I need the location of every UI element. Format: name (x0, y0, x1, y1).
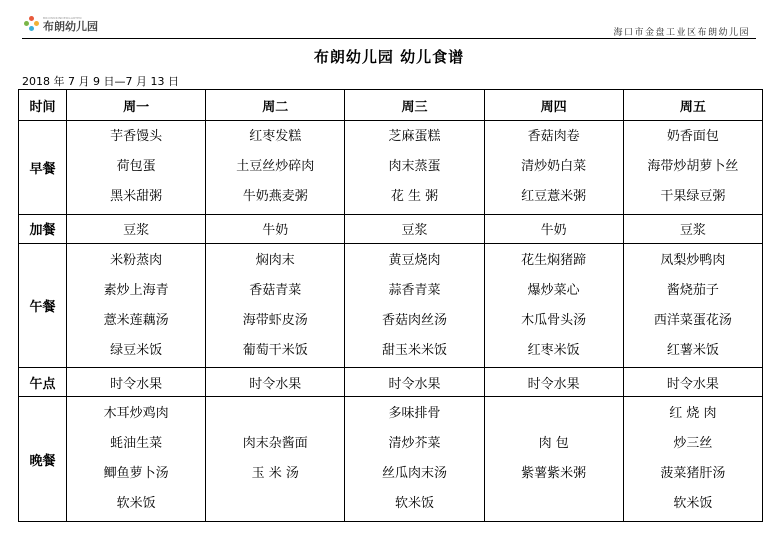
day-header-wed: 周三 (345, 90, 484, 121)
menu-cell: 时令水果 (345, 368, 484, 397)
menu-cell: 豆浆 (623, 214, 762, 243)
dish: 干果绿豆粥 (660, 189, 726, 205)
date-range: 2018 年 7 月 9 日—7 月 13 日 (22, 75, 179, 88)
meal-row-breakfast (19, 121, 763, 215)
dish: 海带虾皮汤 (242, 312, 308, 328)
dish: 芝麻蛋糕 (388, 129, 441, 145)
dish: 软米饭 (394, 496, 434, 512)
dish: 清炒芥菜 (388, 436, 441, 452)
menu-cell (206, 397, 345, 522)
dish: 黑米甜粥 (110, 189, 163, 205)
menu-cell: 牛奶 (484, 214, 623, 243)
logo-subtitle: BROWNKINDERGARTEN (43, 15, 82, 20)
dish: 炒三丝 (673, 436, 713, 452)
meal-label: 晚餐 (19, 397, 67, 522)
dish: 蚝油生菜 (110, 436, 163, 452)
dish: 肉末杂酱面 (242, 436, 308, 452)
dish: 凤梨炒鸭肉 (660, 252, 726, 268)
menu-cell: 牛奶 (206, 214, 345, 243)
menu-cell: 时令水果 (206, 368, 345, 397)
dish: 香菇肉卷 (527, 129, 580, 145)
dish: 土豆丝炒碎肉 (236, 159, 315, 175)
menu-cell (623, 243, 762, 368)
meal-row-snack (19, 214, 763, 243)
day-header-fri: 周五 (623, 90, 762, 121)
day-header-thu: 周四 (484, 90, 623, 121)
dish: 海带炒胡萝卜丝 (647, 159, 739, 175)
kindergarten-logo (24, 14, 98, 34)
dish: 肉末蒸蛋 (388, 159, 441, 175)
menu-cell (484, 397, 623, 522)
dish: 米粉蒸肉 (110, 252, 163, 268)
dish: 红薯米饭 (666, 342, 719, 358)
dish: 红豆薏米粥 (521, 189, 587, 205)
dish: 黄豆烧肉 (388, 252, 441, 268)
dish: 花生焖猪蹄 (521, 252, 587, 268)
menu-cell (67, 121, 206, 215)
dish: 多味排骨 (388, 406, 441, 422)
logo-flower-icon (24, 16, 40, 32)
meal-row-afternoon-snack (19, 368, 763, 397)
dish: 红枣发糕 (249, 129, 302, 145)
dish: 牛奶燕麦粥 (242, 189, 308, 205)
dish: 红枣米饭 (527, 342, 580, 358)
dish: 紫薯紫米粥 (521, 466, 587, 482)
dish: 鲫鱼萝卜汤 (103, 466, 169, 482)
menu-cell: 豆浆 (67, 214, 206, 243)
menu-cell (345, 121, 484, 215)
menu-cell (484, 121, 623, 215)
menu-cell (206, 121, 345, 215)
dish: 素炒上海青 (103, 282, 169, 298)
menu-cell: 时令水果 (623, 368, 762, 397)
dish: 蒜香青菜 (388, 282, 441, 298)
meal-label: 午点 (19, 368, 67, 397)
dish: 木耳炒鸡肉 (103, 406, 169, 422)
dish: 木瓜骨头汤 (521, 312, 587, 328)
header-divider (22, 38, 756, 39)
dish: 玉 米 汤 (251, 466, 299, 482)
dish: 酱烧茄子 (666, 282, 719, 298)
menu-table (18, 89, 763, 522)
dish: 清炒奶白菜 (521, 159, 587, 175)
menu-cell (345, 397, 484, 522)
dish: 菠菜猪肝汤 (660, 466, 726, 482)
menu-cell (623, 397, 762, 522)
dish: 软米饭 (116, 496, 156, 512)
dish: 薏米莲藕汤 (103, 312, 169, 328)
dish: 甜玉米米饭 (381, 342, 447, 358)
dish: 西洋菜蛋花汤 (653, 312, 732, 328)
dish: 软米饭 (673, 496, 713, 512)
menu-cell (345, 243, 484, 368)
meal-label: 加餐 (19, 214, 67, 243)
dish: 焖肉末 (255, 252, 295, 268)
menu-cell (623, 121, 762, 215)
corner-header: 时间 (19, 90, 67, 121)
day-header-mon: 周一 (67, 90, 206, 121)
menu-cell: 时令水果 (67, 368, 206, 397)
dish: 芋香馒头 (110, 129, 163, 145)
header-row (19, 90, 763, 121)
dish: 爆炒菜心 (527, 282, 580, 298)
day-header-tue: 周二 (206, 90, 345, 121)
dish: 绿豆米饭 (110, 342, 163, 358)
menu-cell: 豆浆 (345, 214, 484, 243)
dish: 红 烧 肉 (669, 406, 717, 422)
menu-cell (484, 243, 623, 368)
dish: 肉 包 (538, 436, 569, 452)
dish: 花 生 粥 (390, 189, 439, 205)
meal-label: 午餐 (19, 243, 67, 368)
meal-label: 早餐 (19, 121, 67, 215)
menu-cell (206, 243, 345, 368)
dish: 奶香面包 (666, 129, 719, 145)
dish: 丝瓜肉末汤 (381, 466, 447, 482)
logo-name: 布朗幼儿园 (43, 19, 98, 33)
meal-row-dinner (19, 397, 763, 522)
dish: 香菇青菜 (249, 282, 302, 298)
header-school-address: 海口市金盘工业区布朗幼儿园 (613, 28, 750, 38)
menu-cell (67, 243, 206, 368)
dish: 荷包蛋 (116, 159, 156, 175)
dish: 香菇肉丝汤 (381, 312, 447, 328)
menu-cell (67, 397, 206, 522)
page-title: 布朗幼儿园 幼儿食谱 (313, 48, 465, 66)
meal-row-lunch (19, 243, 763, 368)
dish: 葡萄干米饭 (242, 342, 308, 358)
menu-cell: 时令水果 (484, 368, 623, 397)
